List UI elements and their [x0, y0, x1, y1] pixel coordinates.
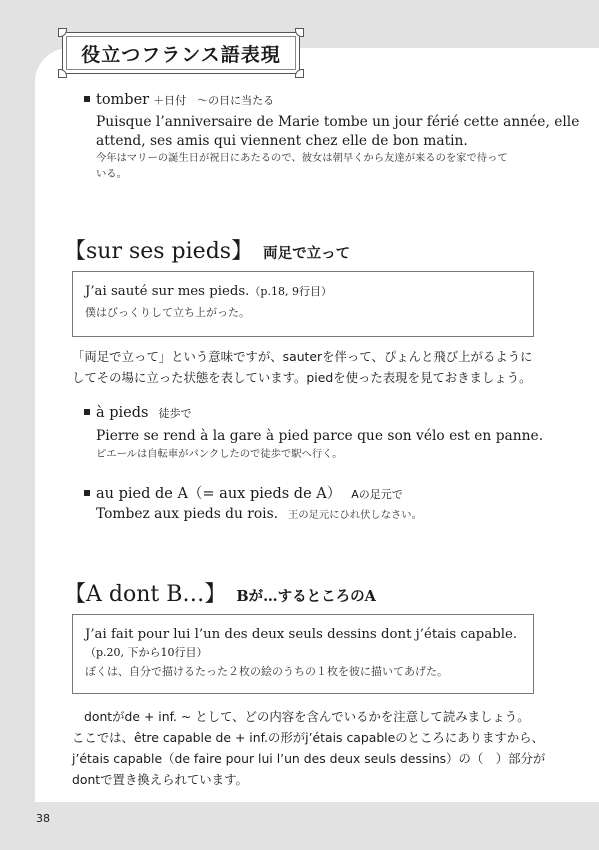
- item-a-pieds: [84, 405, 191, 421]
- heading-ja: Bが…するところのA: [236, 588, 376, 605]
- quote-ref: （p.18, 9行目）: [249, 285, 332, 298]
- para-line: 「両足で立って」という意味ですが、sauterを伴って、ぴょんと飛び上がるように: [72, 349, 533, 364]
- page-number: 38: [36, 812, 50, 825]
- quote-box: [72, 271, 534, 337]
- item-gloss: 徒歩で: [158, 407, 192, 420]
- item-gloss: Aの足元で: [351, 488, 403, 501]
- item-term: au pied de A（= aux pieds de A）: [96, 486, 342, 502]
- section-heading-a-dont-b: [64, 577, 376, 608]
- section-badge: [62, 32, 300, 74]
- quote-ja: 僕はびっくりして立ち上がった。: [85, 306, 250, 319]
- heading-text: 【A dont B…】: [64, 582, 227, 607]
- para-line: ここでは、être capable de + inf.の形がj’étais capableのところにありますから、: [72, 730, 544, 745]
- badge-title: 役立つフランス語表現: [81, 43, 281, 66]
- quote-fr: J’ai sauté sur mes pieds.: [85, 284, 250, 299]
- item-example-fr: Pierre se rend à la gare à pied parce que son vélo est en panne.: [96, 428, 544, 444]
- bullet-square-icon: [84, 96, 90, 102]
- para-line: dontがde + inf. ~ として、どの内容を含んでいるかを注意して読みましょう。: [84, 709, 530, 724]
- entry-example-ja: [96, 150, 508, 182]
- para-line: してその場に立った状態を表しています。piedを使った表現を見ておきましょう。: [72, 370, 532, 385]
- bullet-square-icon: [84, 409, 90, 415]
- quote-ja: ぼくは、自分で描けるたった２枚の絵のうちの１枚を彼に描いてあげた。: [85, 665, 448, 678]
- item-au-pied-de: [84, 482, 403, 503]
- fr-line: Puisque l’anniversaire de Marie tombe un jour férié cette année, elle: [96, 114, 580, 130]
- para-line: j’étais capable（de faire pour lui l’un des deux seuls dessins）の（ ）部分が: [72, 751, 546, 766]
- entry-gloss: ＋日付 ～の日に当たる: [153, 94, 275, 107]
- item-term: à pieds: [96, 405, 149, 421]
- ja-line: 今年はマリーの誕生日が祝日にあたるので、彼女は朝早くから友達が来るのを家で待って: [96, 152, 508, 164]
- para-line: dontで置き換えられています。: [72, 772, 248, 787]
- heading-text: 【sur ses pieds】: [64, 239, 254, 264]
- bullet-square-icon: [84, 490, 90, 496]
- item-example-ja: ピエールは自転車がパンクしたので徒歩で駅へ行く。: [96, 448, 343, 460]
- quote-fr: J’ai fait pour lui l’un des deux seuls dessins dont j’étais capable.: [85, 627, 518, 642]
- heading-ja: 両足で立って: [263, 245, 351, 262]
- ja-line: いる。: [96, 168, 127, 180]
- section-heading-sur-ses-pieds: [64, 234, 350, 265]
- explanation-paragraph: [72, 706, 545, 790]
- item-example: [96, 505, 422, 524]
- entry-tomber-header: [84, 92, 274, 108]
- item-example-ja: 王の足元にひれ伏しなさい。: [288, 509, 422, 521]
- fr-line: attend, ses amis qui viennent chez elle de bon matin.: [96, 133, 468, 149]
- entry-term: tomber: [96, 92, 150, 108]
- quote-box: [72, 614, 534, 694]
- quote-ref: （p.20, 下から10行目）: [85, 646, 208, 659]
- entry-example-fr: [96, 113, 579, 151]
- item-example-fr: Tombez aux pieds du rois.: [96, 506, 279, 522]
- explanation-paragraph: [72, 346, 533, 388]
